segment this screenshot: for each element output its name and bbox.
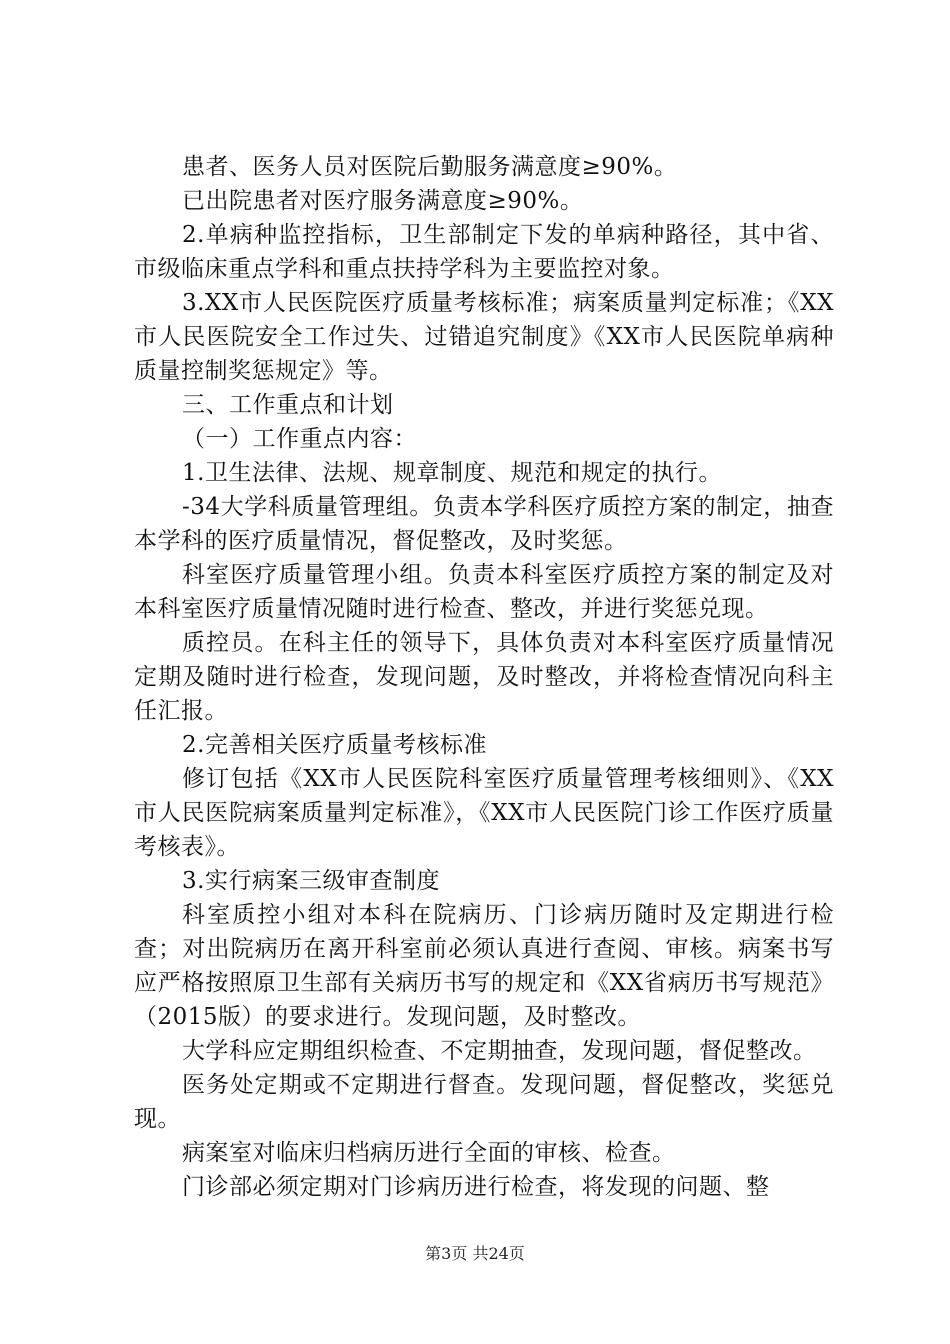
paragraph: 门诊部必须定期对门诊病历进行检查，将发现的问题、整 <box>182 1174 770 1200</box>
paragraph: 1.卫生法律、法规、规章制度、规范和规定的执行。 <box>182 460 722 486</box>
paragraph: -34大学科质量管理组。负责本学科医疗质控方案的制定，抽查本学科的医疗质量情况，督促整改，及时奖惩。 <box>134 494 834 554</box>
paragraph: 3.XX市人民医院医疗质量考核标准；病案质量判定标准；《XX市人民医院安全工作过失、过错追究制度》《XX市人民医院单病种质量控制奖惩规定》等。 <box>134 290 834 384</box>
paragraph: 2.单病种监控指标，卫生部制定下发的单病种路径，其中省、市级临床重点学科和重点扶持学科为主要监控对象。 <box>134 222 834 282</box>
page-footer: 第3页 共24页 <box>425 1244 525 1263</box>
subsection-heading: （一）工作重点内容： <box>182 426 417 452</box>
paragraph: 患者、医务人员对医院后勤服务满意度≥90%。 <box>182 154 678 180</box>
paragraph: 病案室对临床归档病历进行全面的审核、检查。 <box>182 1140 676 1166</box>
paragraph: 科室医疗质量管理小组。负责本科室医疗质控方案的制定及对本科室医疗质量情况随时进行检查、整改，并进行奖惩兑现。 <box>134 562 834 622</box>
paragraph: 已出院患者对医疗服务满意度≥90%。 <box>182 188 584 214</box>
item-heading: 3.实行病案三级审查制度 <box>182 868 440 894</box>
paragraph: 修订包括《XX市人民医院科室医疗质量管理考核细则》、《XX市人民医院病案质量判定标准》，《XX市人民医院门诊工作医疗质量考核表》。 <box>134 766 834 860</box>
section-heading: 三、工作重点和计划 <box>182 392 394 418</box>
paragraph: 大学科应定期组织检查、不定期抽查，发现问题，督促整改。 <box>182 1038 817 1064</box>
paragraph: 医务处定期或不定期进行督查。发现问题，督促整改，奖惩兑现。 <box>134 1072 834 1132</box>
document-body <box>134 150 834 1204</box>
paragraph: 质控员。在科主任的领导下，具体负责对本科室医疗质量情况定期及随时进行检查，发现问题，及时整改，并将检查情况向科主任汇报。 <box>134 630 834 724</box>
paragraph: 科室质控小组对本科在院病历、门诊病历随时及定期进行检查；对出院病历在离开科室前必须认真进行查阅、审核。病案书写应严格按照原卫生部有关病历书写的规定和《XX省病历书写规范》（2015版）的要求进行。发现问题，及时整改。 <box>134 902 834 1030</box>
item-heading: 2.完善相关医疗质量考核标准 <box>182 732 487 758</box>
